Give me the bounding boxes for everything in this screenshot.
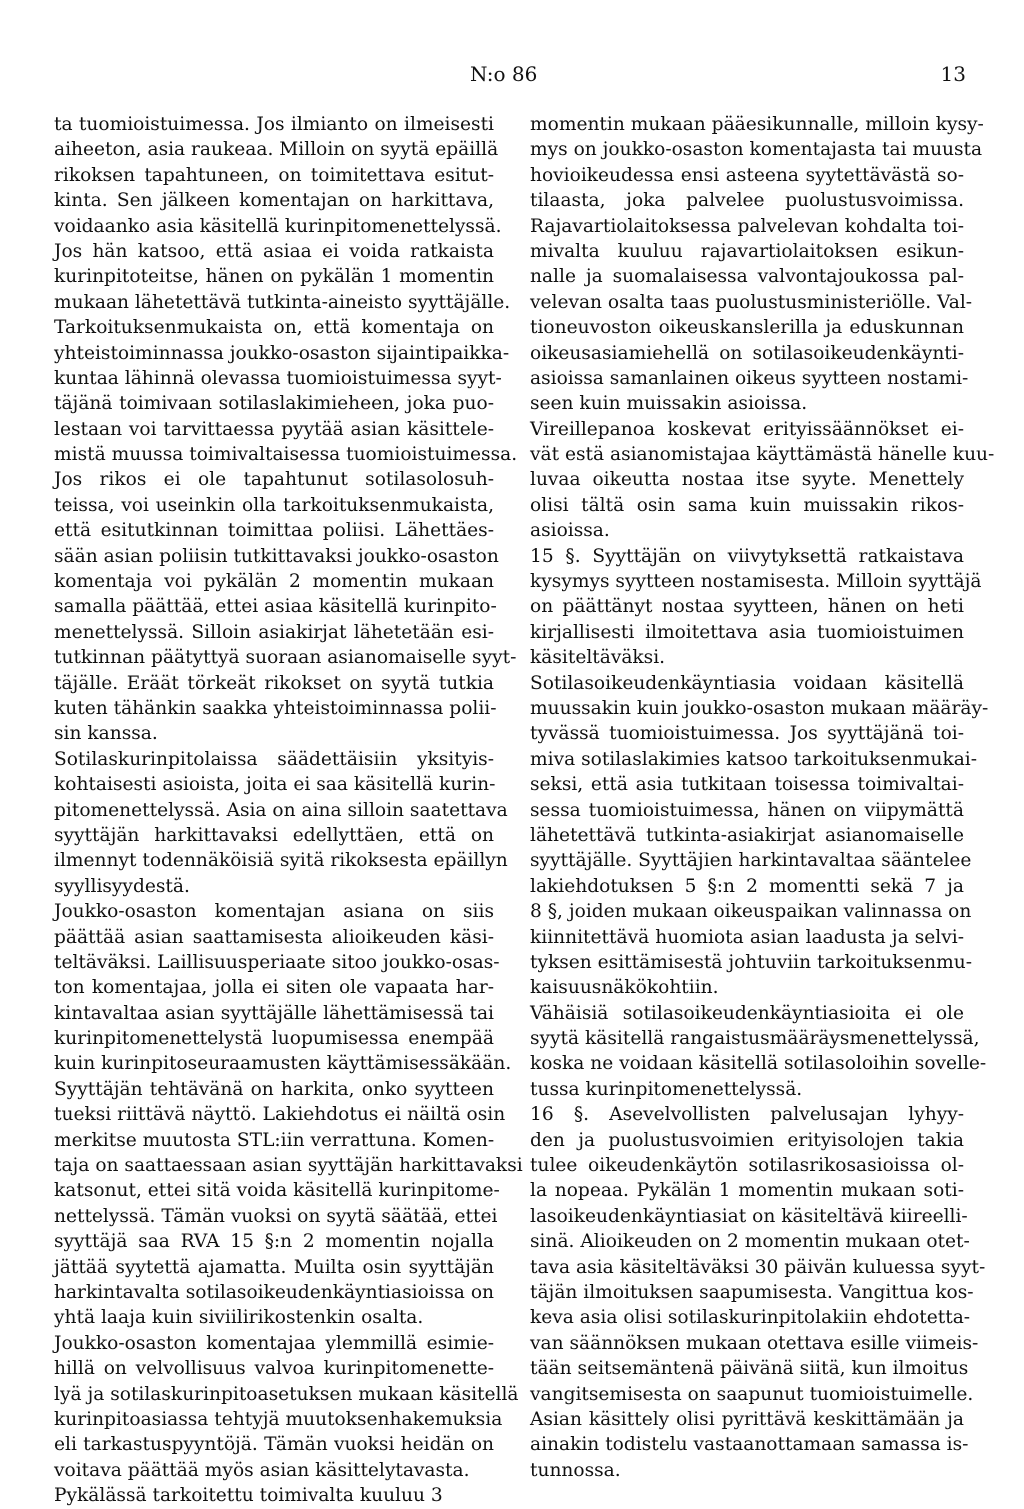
text-line: velevan osalta taas puolustusministeriölle. Val- xyxy=(530,291,973,313)
text-line: kirjallisesti ilmoitettava asia tuomioistuimen xyxy=(530,621,964,643)
text-line: tioneuvoston oikeuskanslerilla ja eduskunnan xyxy=(530,317,964,339)
right-text-column xyxy=(530,112,995,1483)
text-line: mistä muussa toimivaltaisessa tuomioistuimessa. xyxy=(54,444,518,466)
text-line: koska ne voidaan käsitellä sotilasoloihin sovelle- xyxy=(530,1053,987,1075)
paragraph xyxy=(530,671,989,1001)
text-line: harkintavalta sotilasoikeudenkäyntiasioissa on xyxy=(54,1281,494,1303)
paragraph xyxy=(54,1331,519,1483)
paragraph xyxy=(54,467,517,746)
text-line: olisi tältä osin sama kuin muissakin rikos- xyxy=(530,494,964,516)
text-line: samalla päättää, ettei asiaa käsitellä kurinpito- xyxy=(54,596,497,618)
text-line: täjänä toimivaan sotilaslakimieheen, joka puo- xyxy=(54,393,494,415)
text-line: voidaanko asia käsitellä kurinpitomenettelyssä. xyxy=(54,215,502,237)
text-line: Vähäisiä sotilasoikeudenkäyntiasioita ei ole xyxy=(530,1002,964,1024)
text-line: täjälle. Eräät törkeät rikokset on syytä tutkia xyxy=(54,672,494,694)
text-line: van säännöksen mukaan otettava esille viimeis- xyxy=(530,1332,979,1354)
text-line: Vireillepanoa koskevat erityissäännökset ei- xyxy=(530,418,964,440)
text-line: syyttäjä saa RVA 15 §:n 2 momentin nojalla xyxy=(54,1231,494,1253)
text-line: käsiteltäväksi. xyxy=(530,647,666,669)
text-line: kurinpitoteitse, hänen on pykälän 1 momentin xyxy=(54,266,494,288)
text-line: miva sotilaslakimies katsoo tarkoituksenmukai- xyxy=(530,748,978,770)
text-line: tyksen esittämisestä johtuviin tarkoituksenmu- xyxy=(530,951,972,973)
document-number: N:o 86 xyxy=(470,62,538,86)
text-line: kohtaisesti asioista, joita ei saa käsitellä kurin- xyxy=(54,774,496,796)
text-line: syyttäjän harkittavaksi edellyttäen, että on xyxy=(54,824,494,846)
text-line: 15 §. Syyttäjän on viivytyksettä ratkaistava xyxy=(530,545,964,567)
text-line: tava asia käsiteltäväksi 30 päivän kuluessa syyt- xyxy=(530,1256,986,1278)
text-line: komentaja voi pykälän 2 momentin mukaan xyxy=(54,571,494,593)
text-line: nalle ja suomalaisessa valvontajoukossa pal- xyxy=(530,266,964,288)
text-line: lähetettävä tutkinta-asiakirjat asianomaiselle xyxy=(530,824,964,846)
paragraph xyxy=(530,112,984,417)
page-header xyxy=(0,62,1024,92)
text-line: den ja puolustusvoimien erityisolojen takia xyxy=(530,1129,964,1151)
paragraph xyxy=(530,544,982,671)
left-text-column xyxy=(54,112,523,1508)
text-line: rikoksen tapahtuneen, on toimitettava esitut- xyxy=(54,164,494,186)
text-line: syytä käsitellä rangaistusmääräysmenettelyssä, xyxy=(530,1028,980,1050)
paragraph xyxy=(530,417,995,544)
text-line: tään seitsemäntenä päivänä siitä, kun ilmoitus xyxy=(530,1358,969,1380)
text-line: Sotilasoikeudenkäyntiasia voidaan käsitellä xyxy=(530,672,964,694)
text-line: sin kanssa. xyxy=(54,723,158,745)
text-line: hillä on velvollisuus valvoa kurinpitomenette- xyxy=(54,1358,494,1380)
text-line: täjän ilmoituksen saapumisesta. Vangittua kos- xyxy=(530,1281,974,1303)
text-line: Sotilaskurinpitolaissa säädettäisiin yksityis- xyxy=(54,748,494,770)
text-line: Tarkoituksenmukaista on, että komentaja on xyxy=(54,317,494,339)
text-line: momentin mukaan pääesikunnalle, milloin kysy- xyxy=(530,114,984,135)
text-line: asioissa. xyxy=(530,520,610,542)
text-line: tilaasta, joka palvelee puolustusvoimissa. xyxy=(530,190,964,212)
text-line: lakiehdotuksen 5 §:n 2 momentti sekä 7 ja xyxy=(530,875,964,897)
text-line: kintavaltaa asian syyttäjälle lähettämisessä tai xyxy=(54,1002,494,1024)
text-line: ta tuomioistuimessa. Jos ilmianto on ilmeisesti xyxy=(54,114,494,135)
text-line: jättää syytettä ajamatta. Muilta osin syyttäjän xyxy=(54,1256,494,1278)
text-line: hovioikeudessa ensi asteena syytettävästä so- xyxy=(530,164,964,186)
text-line: tueksi riittävä näyttö. Lakiehdotus ei näiltä osin xyxy=(54,1104,506,1126)
text-line: ton komentajaa, jolla ei siten ole vapaata har- xyxy=(54,977,494,999)
text-line: merkitse muutosta STL:iin verrattuna. Komen- xyxy=(54,1129,495,1151)
text-line: asioissa samanlainen oikeus syytteen nostami- xyxy=(530,367,969,389)
text-line: on päättänyt nostaa syytteen, hänen on heti xyxy=(530,596,964,618)
text-line: syyllisyydestä. xyxy=(54,875,190,897)
text-line: la nopeaa. Pykälän 1 momentin mukaan soti- xyxy=(530,1180,964,1202)
text-line: yhtä laaja kuin siviilirikostenkin osalta. xyxy=(54,1307,424,1329)
text-line: pitomenettelyssä. Asia on aina silloin saatettava xyxy=(54,799,508,821)
text-line: vät estä asianomistajaa käyttämästä hänelle kuu- xyxy=(530,444,995,466)
text-line: kuin kurinpitoseuraamusten käyttämisessäkään. xyxy=(54,1053,512,1075)
text-line: tutkinnan päätyttyä suoraan asianomaiselle syyt- xyxy=(54,647,517,669)
text-line: kiinnitettävä huomiota asian laadusta ja selvi- xyxy=(530,926,964,948)
text-line: teissa, voi useinkin olla tarkoituksenmukaista, xyxy=(54,494,494,516)
text-line: mukaan lähetettävä tutkinta-aineisto syyttäjälle. xyxy=(54,291,511,313)
text-line: kinta. Sen jälkeen komentajan on harkittava, xyxy=(54,190,494,212)
text-line: tussa kurinpitomenettelyssä. xyxy=(530,1078,803,1100)
paragraph xyxy=(530,1102,986,1483)
text-line: sessa tuomioistuimessa, hänen on viipymättä xyxy=(530,799,964,821)
text-line: yhteistoiminnassa joukko-osaston sijaintipaikka- xyxy=(54,342,510,364)
text-line: Jos rikos ei ole tapahtunut sotilasolosuh- xyxy=(54,469,494,491)
text-line: syyttäjälle. Syyttäjien harkintavaltaa sääntelee xyxy=(530,850,972,872)
text-line: teltäväksi. Laillisuusperiaate sitoo joukko-osas- xyxy=(54,951,500,973)
text-line: tyvässä tuomioistuimessa. Jos syyttäjänä toi- xyxy=(530,723,964,745)
text-line: Pykälässä tarkoitettu toimivalta kuuluu 3 xyxy=(54,1485,443,1507)
text-line: sään asian poliisin tutkittavaksi joukko-osaston xyxy=(54,545,499,567)
text-line: Rajavartiolaitoksessa palvelevan kohdalta toi- xyxy=(530,215,964,237)
text-line: kysymys syytteen nostamisesta. Milloin syyttäjä xyxy=(530,571,982,593)
text-line: nettelyssä. Tämän vuoksi on syytä säätää, ettei xyxy=(54,1205,498,1227)
paragraph xyxy=(54,112,518,467)
text-line: muussakin kuin joukko-osaston mukaan määräy- xyxy=(530,697,989,719)
text-line: luvaa oikeutta nostaa itse syyte. Menettely xyxy=(530,469,964,491)
text-line: Syyttäjän tehtävänä on harkita, onko syytteen xyxy=(54,1078,494,1100)
text-line: että esitutkinnan toimittaa poliisi. Lähettäes- xyxy=(54,520,494,542)
text-line: päättää asian saattamisesta alioikeuden käsi- xyxy=(54,926,494,948)
text-line: tulee oikeudenkäytön sotilasrikosasioissa ol- xyxy=(530,1155,964,1177)
text-line: lyä ja sotilaskurinpitoasetuksen mukaan käsitellä xyxy=(54,1383,519,1405)
text-line: kurinpitoasiassa tehtyjä muutoksenhakemuksia xyxy=(54,1408,503,1430)
text-line: seksi, että asia tutkitaan toisessa toimivaltai- xyxy=(530,774,964,796)
text-line: Joukko-osaston komentajan asiana on siis xyxy=(54,901,494,923)
text-line: aiheeton, asia raukeaa. Milloin on syytä epäillä xyxy=(54,139,499,161)
text-line: 16 §. Asevelvollisten palvelusajan lyhyy- xyxy=(530,1104,964,1126)
text-line: kaisuusnäkökohtiin. xyxy=(530,977,719,999)
text-line: kuntaa lähinnä olevassa tuomioistuimessa syyt- xyxy=(54,367,502,389)
paragraph xyxy=(530,1001,987,1103)
text-line: Joukko-osaston komentajaa ylemmillä esimie- xyxy=(54,1332,494,1354)
text-line: tunnossa. xyxy=(530,1459,621,1481)
text-line: ainakin todistelu vastaanottamaan samassa is- xyxy=(530,1434,969,1456)
text-line: sinä. Alioikeuden on 2 momentin mukaan otet- xyxy=(530,1231,970,1253)
text-line: katsonut, ettei sitä voida käsitellä kurinpitome- xyxy=(54,1180,500,1202)
text-line: voitava päättää myös asian käsittelytavasta. xyxy=(54,1459,470,1481)
text-line: eli tarkastuspyyntöjä. Tämän vuoksi heidän on xyxy=(54,1434,494,1456)
text-line: taja on saattaessaan asian syyttäjän harkittavaksi xyxy=(54,1155,523,1177)
text-line: mivalta kuuluu rajavartiolaitoksen esikun- xyxy=(530,240,964,262)
text-line: menettelyssä. Silloin asiakirjat lähetetään esi- xyxy=(54,621,494,643)
text-line: lestaan voi tarvittaessa pyytää asian käsittele- xyxy=(54,418,494,440)
paragraph xyxy=(54,747,508,899)
paragraph xyxy=(54,899,523,1331)
text-line: kurinpitomenettelystä luopumisessa enempää xyxy=(54,1028,494,1050)
text-line: seen kuin muissakin asioissa. xyxy=(530,393,808,415)
text-line: ilmennyt todennäköisiä syitä rikoksesta epäillyn xyxy=(54,850,508,872)
page-number: 13 xyxy=(940,62,966,86)
text-line: keva asia olisi sotilaskurinpitolakiin ehdotetta- xyxy=(530,1307,971,1329)
text-line: lasoikeudenkäyntiasiat on käsiteltävä kiireelli- xyxy=(530,1205,968,1227)
text-line: kuten tähänkin saakka yhteistoiminnassa polii- xyxy=(54,697,497,719)
text-line: Jos hän katsoo, että asiaa ei voida ratkaista xyxy=(54,240,494,262)
text-line: 8 §, joiden mukaan oikeuspaikan valinnassa on xyxy=(530,901,972,923)
text-line: mys on joukko-osaston komentajasta tai muusta xyxy=(530,139,983,161)
text-line: Asian käsittely olisi pyrittävä keskittämään ja xyxy=(530,1408,964,1430)
text-line: oikeusasiamiehellä on sotilasoikeudenkäynti- xyxy=(530,342,964,364)
paragraph xyxy=(54,1483,494,1508)
text-line: vangitsemisesta on saapunut tuomioistuimelle. xyxy=(530,1383,974,1405)
